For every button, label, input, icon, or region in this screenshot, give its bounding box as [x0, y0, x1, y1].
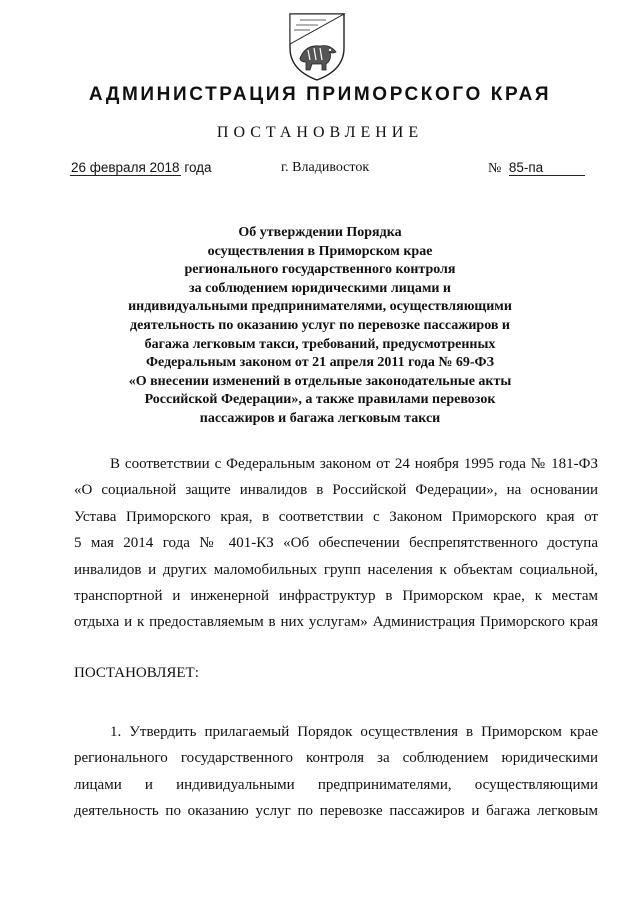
title-line: «О внесении изменений в отдельные законодательные акты — [128, 373, 512, 389]
preamble-paragraph — [74, 451, 598, 636]
item-1-line: 1. Утвердить прилагаемый Порядок осуществления в Приморском крае — [110, 724, 598, 740]
title-line: Об утверждении Порядка — [238, 225, 402, 240]
item-1-line: регионального государственного контроля за соблюдением юридическими — [74, 750, 598, 767]
title-line: за соблюдением юридическими лицами и — [188, 280, 451, 296]
item-1-line: деятельность по оказанию услуг по перевозке пассажиров и багажа легковым — [74, 803, 598, 820]
number-value: 85-па — [509, 160, 585, 176]
date-suffix: года — [184, 160, 212, 175]
document-type: ПОСТАНОВЛЕНИЕ — [216, 124, 424, 141]
title-line: регионального государственного контроля — [184, 262, 456, 278]
document-city: г. Владивосток — [281, 160, 370, 175]
document-title — [100, 224, 540, 429]
item-1-line: лицами и индивидуальными предпринимателями, осуществляющими — [74, 776, 598, 793]
preamble-line: «О социальной защите инвалидов в Российской Федерации», на основании — [74, 482, 598, 499]
title-line: Российской Федерации», а также правилами перевозок — [144, 392, 496, 408]
title-line: Федеральным законом от 21 апреля 2011 года № 69-ФЗ — [146, 355, 494, 371]
coat-of-arms-emblem — [286, 10, 348, 82]
preamble-line: 5 мая 2014 года № 401-КЗ «Об обеспечении беспрепятственного доступа — [74, 535, 598, 552]
number-prefix: № — [488, 161, 502, 176]
title-line: багажа легковым такси, требований, предусмотренных — [144, 336, 496, 352]
decree-word: ПОСТАНОВЛЯЕТ: — [74, 665, 199, 681]
preamble-line: транспортной и инженерной инфраструктур в Приморском крае, к местам — [74, 587, 598, 604]
title-line: осуществления в Приморском крае — [207, 243, 433, 259]
document-number — [488, 160, 585, 177]
preamble-line: инвалидов и других маломобильных групп населения к объектам социальной, — [74, 561, 598, 578]
title-line: деятельность по оказанию услуг по перевозке пассажиров и — [130, 317, 510, 333]
organization-name: АДМИНИСТРАЦИЯ ПРИМОРСКОГО КРАЯ — [88, 84, 552, 105]
title-line: пассажиров и багажа легковым такси — [199, 410, 441, 426]
preamble-line: В соответствии с Федеральным законом от 24 ноября 1995 года № 181-ФЗ — [110, 456, 598, 472]
date-value: 26 февраля 2018 — [71, 160, 180, 175]
preamble-line: Устава Приморского края, в соответствии с Законом Приморского края от — [74, 508, 598, 525]
document-date — [70, 160, 212, 176]
title-line: индивидуальными предпринимателями, осуществляющими — [128, 299, 512, 315]
item-1-paragraph — [74, 719, 598, 825]
preamble-line: отдыха и к предоставляемым в них услугам» Администрация Приморского края — [74, 614, 598, 631]
